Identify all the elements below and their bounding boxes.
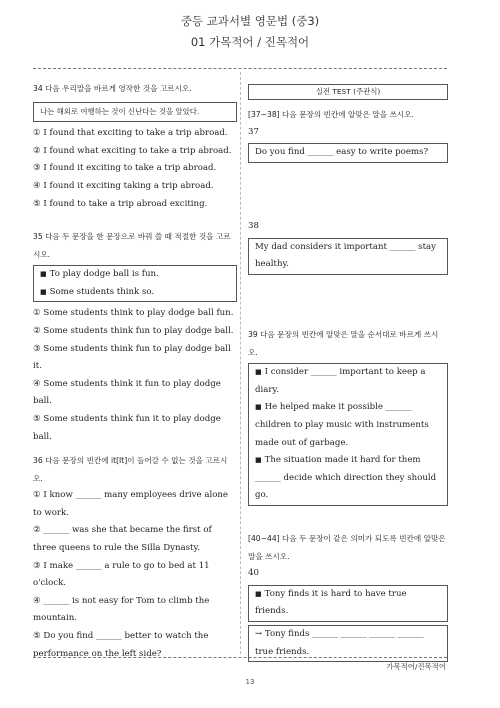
q35-box bbox=[33, 265, 237, 302]
q40-box-1 bbox=[248, 585, 448, 622]
question-40 bbox=[248, 530, 448, 665]
q35-option-3: ③ Some students think fun to play dodge ball it. bbox=[33, 343, 231, 372]
q34-box bbox=[33, 102, 237, 123]
q34-box-text: 나는 해외로 여행하는 것이 신난다는 것을 알았다. bbox=[40, 106, 200, 116]
q35-option-5: ⑤ Some students think fun it to play dodge ball. bbox=[33, 413, 221, 442]
q39-item-3: The situation made it hard for them ______ decide which direction they should go. bbox=[255, 455, 437, 501]
q36-option-2: ② ______ was she that became the first of three queens to rule the Silla Dynasty. bbox=[33, 525, 212, 553]
top-divider bbox=[33, 68, 447, 69]
q36-option-1: ① I know ______ many employees drive alone to work. bbox=[33, 490, 228, 518]
q35-option-1: ① Some students think to play dodge ball fun. bbox=[33, 308, 234, 319]
q40-box-1-text: Tony finds it is hard to have true friends. bbox=[255, 588, 407, 617]
q34-option-3: ③ I found it exciting to take a trip abroad. bbox=[33, 163, 217, 174]
question-38 bbox=[248, 218, 448, 278]
page-number: 13 bbox=[245, 678, 255, 686]
square-bullet-icon: ■ bbox=[255, 368, 262, 377]
q40-number: 40 bbox=[248, 568, 259, 579]
q35-box-line-1: To play dodge ball is fun. bbox=[49, 269, 159, 280]
subjective-section-37-38 bbox=[248, 84, 448, 166]
square-bullet-icon: ■ bbox=[255, 403, 262, 412]
footer-label: 가목적어/진목적어 bbox=[386, 662, 446, 671]
q34-option-5: ⑤ I found to take a trip abroad exciting. bbox=[33, 198, 208, 209]
question-39 bbox=[248, 326, 448, 509]
q35-option-4: ④ Some students think it fun to play dodge ball. bbox=[33, 378, 221, 407]
bottom-divider bbox=[33, 657, 447, 658]
q36-option-5: ⑤ Do you find ______ better to watch the performance on the left side? bbox=[33, 630, 209, 659]
q40-box-2-text: → Tony finds ______ ______ ______ ______ true friends. bbox=[255, 628, 424, 657]
q39-item-2: He helped make it possible ______ children to play music with instruments made out of garbage. bbox=[255, 402, 429, 448]
square-bullet-icon: ■ bbox=[40, 270, 47, 279]
q36-option-3: ③ I make ______ a rule to go to bed at 11 o'clock. bbox=[33, 560, 210, 589]
q34-option-2: ② I found what exciting to take a trip abroad. bbox=[33, 145, 232, 156]
q35-option-2: ② Some students think fun to play dodge ball. bbox=[33, 325, 234, 336]
column-divider bbox=[240, 72, 241, 654]
page-subtitle: 01 가목적어 / 진목적어 bbox=[190, 35, 310, 49]
q36-stem: 36 다음 문장의 빈칸에 it[It]이 들어갈 수 없는 것을 고르시오. bbox=[33, 456, 228, 483]
q39-box bbox=[248, 363, 448, 506]
question-35 bbox=[33, 228, 237, 446]
q38-box bbox=[248, 238, 448, 275]
q35-stem: 35 다음 두 문장을 한 문장으로 바꿔 쓸 때 적절한 것을 고르시오. bbox=[33, 232, 231, 259]
q37-box bbox=[248, 143, 448, 163]
square-bullet-icon: ■ bbox=[255, 456, 262, 465]
q37-box-text: Do you find ______ easy to write poems? bbox=[255, 147, 429, 158]
page-title: 중등 교과서별 영문법 (중3) bbox=[180, 14, 320, 28]
q38-number: 38 bbox=[248, 221, 259, 231]
q34-option-4: ④ I found it exciting taking a trip abroad. bbox=[33, 180, 214, 191]
q34-stem: 34 다음 우리말을 바르게 영작한 것을 고르시오. bbox=[33, 84, 192, 93]
q34-option-1: ① I found that exciting to take a trip abroad. bbox=[33, 128, 228, 139]
q38-box-text: My dad considers it important ______ stay healthy. bbox=[255, 241, 437, 270]
test-label: 실전 TEST (주관식) bbox=[248, 84, 448, 100]
inst-37-38: [37~38] 다음 문장의 빈칸에 알맞은 말을 쓰시오. bbox=[248, 110, 414, 119]
question-36 bbox=[33, 452, 237, 663]
q36-option-4: ④ ______ is not easy for Tom to climb the mountain. bbox=[33, 595, 210, 624]
q39-stem: 39 다음 문장의 빈칸에 알맞은 말을 순서대로 바르게 쓰시오. bbox=[248, 330, 439, 357]
question-34 bbox=[33, 80, 237, 213]
q37-number: 37 bbox=[248, 126, 259, 137]
inst-40-44: [40~44] 다음 두 문장이 같은 의미가 되도록 빈칸에 알맞은 말을 쓰시오. bbox=[248, 534, 446, 561]
square-bullet-icon: ■ bbox=[255, 589, 262, 598]
square-bullet-icon: ■ bbox=[40, 287, 47, 296]
q35-box-line-2: Some students think so. bbox=[49, 286, 155, 297]
q39-item-1: I consider ______ important to keep a diary. bbox=[255, 367, 426, 395]
